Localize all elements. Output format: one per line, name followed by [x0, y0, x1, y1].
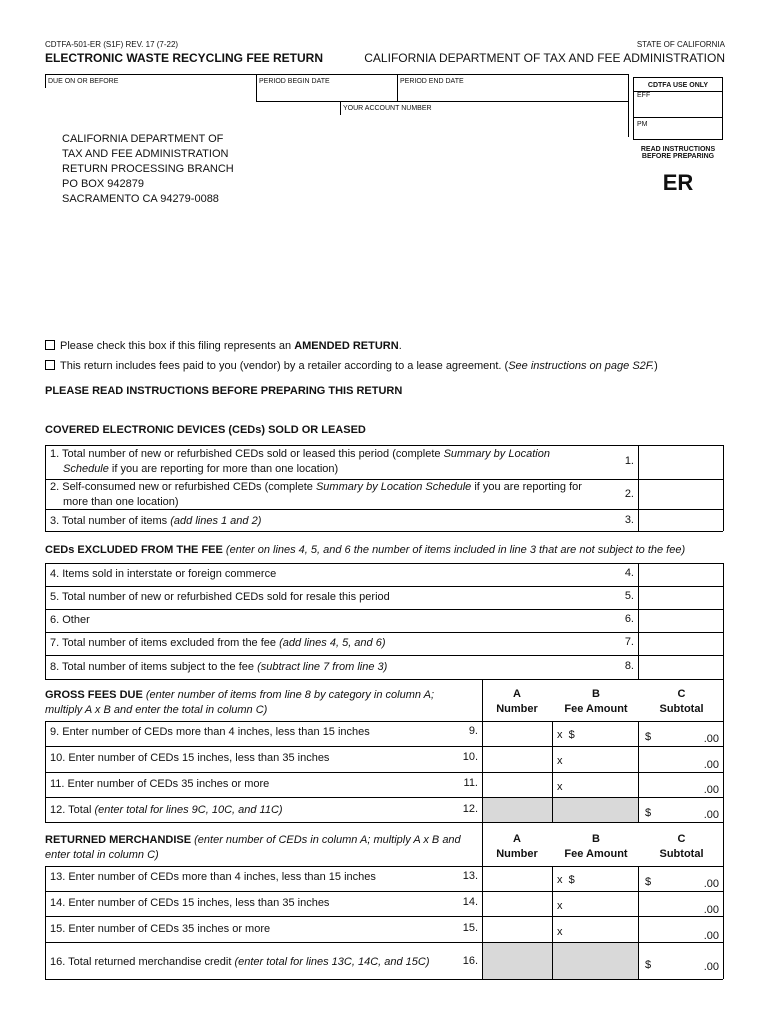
line-16-label: 16. Total returned merchandise credit (enter total for lines 13C, 14C, and 15C) [50, 956, 430, 968]
line-5-input[interactable] [639, 587, 722, 608]
line-13-dollar: $ [645, 876, 652, 888]
line-15-multiply: x [557, 926, 563, 938]
line-2-input[interactable] [639, 480, 722, 508]
line-12-label: 12. Total (enter total for lines 9C, 10C, and 11C) [50, 804, 283, 816]
line-6-label: 6. Other [50, 614, 90, 626]
line-3-number: 3. [624, 514, 634, 526]
eff-label: EFF [637, 92, 651, 99]
period-begin-field[interactable]: PERIOD BEGIN DATE [259, 78, 330, 85]
read-instructions-note: READ INSTRUCTIONS BEFORE PREPARING [640, 146, 716, 160]
line-5-number: 5. [624, 590, 634, 602]
line-4-number: 4. [624, 567, 634, 579]
gross-fees-title: GROSS FEES DUE (enter number of items from line 8 by category in column A; multiply A x B and enter the total in column C) [45, 689, 435, 716]
line-2-number: 2. [624, 488, 634, 500]
returned-col-a-header: A Number [496, 833, 538, 860]
line-14-label: 14. Enter number of CEDs 15 inches, less than 35 inches [50, 897, 330, 909]
cdtfa-use-only-box [633, 77, 723, 140]
line-9-dollar: $ [645, 731, 652, 743]
line-10-multiply: x [557, 755, 563, 767]
account-number-field[interactable]: YOUR ACCOUNT NUMBER [343, 105, 432, 112]
line-9a-input[interactable] [483, 722, 552, 746]
line-14-number: 14. [462, 896, 478, 908]
returned-col-c-header: C Subtotal [659, 833, 704, 860]
line-9-multiply: x $ [557, 729, 575, 741]
section-ced-sold-title: COVERED ELECTRONIC DEVICES (CEDs) SOLD OR LEASED [45, 424, 366, 436]
line-13-multiply: x $ [557, 874, 575, 886]
lease-agreement-checkbox[interactable] [45, 360, 55, 370]
due-date-field[interactable]: DUE ON OR BEFORE [48, 78, 119, 85]
line-8-number: 8. [624, 660, 634, 672]
line-1-number: 1. [624, 455, 634, 467]
line-9-number: 9. [468, 725, 478, 737]
line-9-label: 9. Enter number of CEDs more than 4 inches, less than 15 inches [50, 726, 370, 738]
line-15a-input[interactable] [483, 917, 552, 942]
line-3-label: 3. Total number of items (add lines 1 and 2) [50, 515, 262, 527]
form-code: ER [662, 170, 694, 195]
line-12-number: 12. [462, 803, 478, 815]
amended-return-option: Please check this box if this filing represents an AMENDED RETURN. [45, 340, 402, 352]
line-13c-input[interactable]: .00 [703, 878, 719, 890]
line-10-label: 10. Enter number of CEDs 15 inches, less than 35 inches [50, 752, 330, 764]
line-16-dollar: $ [645, 959, 652, 971]
form-title: ELECTRONIC WASTE RECYCLING FEE RETURN [45, 51, 324, 65]
line-10a-input[interactable] [483, 747, 552, 772]
gross-col-c-header: C Subtotal [659, 688, 704, 715]
line-14c-input[interactable]: .00 [703, 904, 719, 916]
line-7-number: 7. [624, 636, 634, 648]
line-7-label: 7. Total number of items excluded from the fee (add lines 4, 5, and 6) [50, 637, 386, 649]
line-11-label: 11. Enter number of CEDs 35 inches or more [50, 778, 270, 790]
line-8-label: 8. Total number of items subject to the fee (subtract line 7 from line 3) [50, 661, 388, 673]
line-16-number: 16. [462, 955, 478, 967]
returned-col-b-header: B Fee Amount [564, 833, 628, 860]
section-excluded-title: CEDs EXCLUDED FROM THE FEE (enter on lines 4, 5, and 6 the number of items included in line 3 that are not subject to the fee) [45, 544, 686, 556]
line-14a-input[interactable] [483, 892, 552, 916]
line-15-number: 15. [462, 922, 478, 934]
read-before-heading: PLEASE READ INSTRUCTIONS BEFORE PREPARING THIS RETURN [45, 385, 403, 397]
gross-col-b-header: B Fee Amount [564, 688, 628, 715]
line-13-number: 13. [462, 870, 478, 882]
line-12-dollar: $ [645, 807, 652, 819]
gross-col-a-header: A Number [496, 688, 538, 715]
line-15-label: 15. Enter number of CEDs 35 inches or more [50, 923, 271, 935]
line-1-input[interactable] [639, 446, 722, 478]
line-8-input[interactable] [639, 656, 722, 678]
lease-agreement-option: This return includes fees paid to you (vendor) by a retailer according to a lease agreement. (See instructions on page S2F.) [45, 360, 658, 372]
line-14-multiply: x [557, 900, 563, 912]
line-9c-input[interactable]: .00 [703, 733, 719, 745]
line-3-input[interactable] [639, 510, 722, 530]
line-15c-input[interactable]: .00 [703, 930, 719, 942]
line-11-number: 11. [463, 777, 478, 789]
line-10c-input[interactable]: .00 [703, 759, 719, 771]
line-7-input[interactable] [639, 633, 722, 654]
line-4-label: 4. Items sold in interstate or foreign commerce [50, 568, 277, 580]
line-11a-input[interactable] [483, 773, 552, 797]
line-11c-input[interactable]: .00 [703, 784, 719, 796]
line-16c-input[interactable]: .00 [703, 961, 719, 973]
line-12c-input[interactable]: .00 [703, 809, 719, 821]
form-id: CDTFA-501-ER (S1F) REV. 17 (7-22) [45, 40, 179, 49]
amended-return-checkbox[interactable] [45, 340, 55, 350]
cdtfa-use-title: CDTFA USE ONLY [647, 82, 709, 89]
agency-name: CALIFORNIA DEPARTMENT OF TAX AND FEE ADMINISTRATION [364, 51, 725, 65]
line-10-number: 10. [462, 751, 478, 763]
pm-label: PM [637, 121, 648, 128]
line-1-label: 1. Total number of new or refurbished CEDs sold or leased this period (complete Summary by Location Schedule if you are reporting for more than one location) [50, 448, 550, 475]
line-5-label: 5. Total number of new or refurbished CEDs sold for resale this period [50, 591, 390, 603]
line-6-number: 6. [624, 613, 634, 625]
mailing-address: CALIFORNIA DEPARTMENT OF TAX AND FEE ADMINISTRATION RETURN PROCESSING BRANCH PO BOX 942879 SACRAMENTO CA 94279-0088 [62, 133, 234, 205]
line-13a-input[interactable] [483, 867, 552, 891]
period-end-field[interactable]: PERIOD END DATE [400, 78, 464, 85]
returned-merchandise-title: RETURNED MERCHANDISE (enter number of CEDs in column A; multiply A x B and enter total in column C) [45, 834, 461, 861]
line-6-input[interactable] [639, 610, 722, 631]
line-11-multiply: x [557, 781, 563, 793]
line-4-input[interactable] [639, 564, 722, 585]
line-13-label: 13. Enter number of CEDs more than 4 inches, less than 15 inches [50, 871, 376, 883]
line-2-label: 2. Self-consumed new or refurbished CEDs (complete Summary by Location Schedule if you are reporting for more than one location) [50, 481, 582, 508]
state-label: STATE OF CALIFORNIA [636, 40, 725, 49]
